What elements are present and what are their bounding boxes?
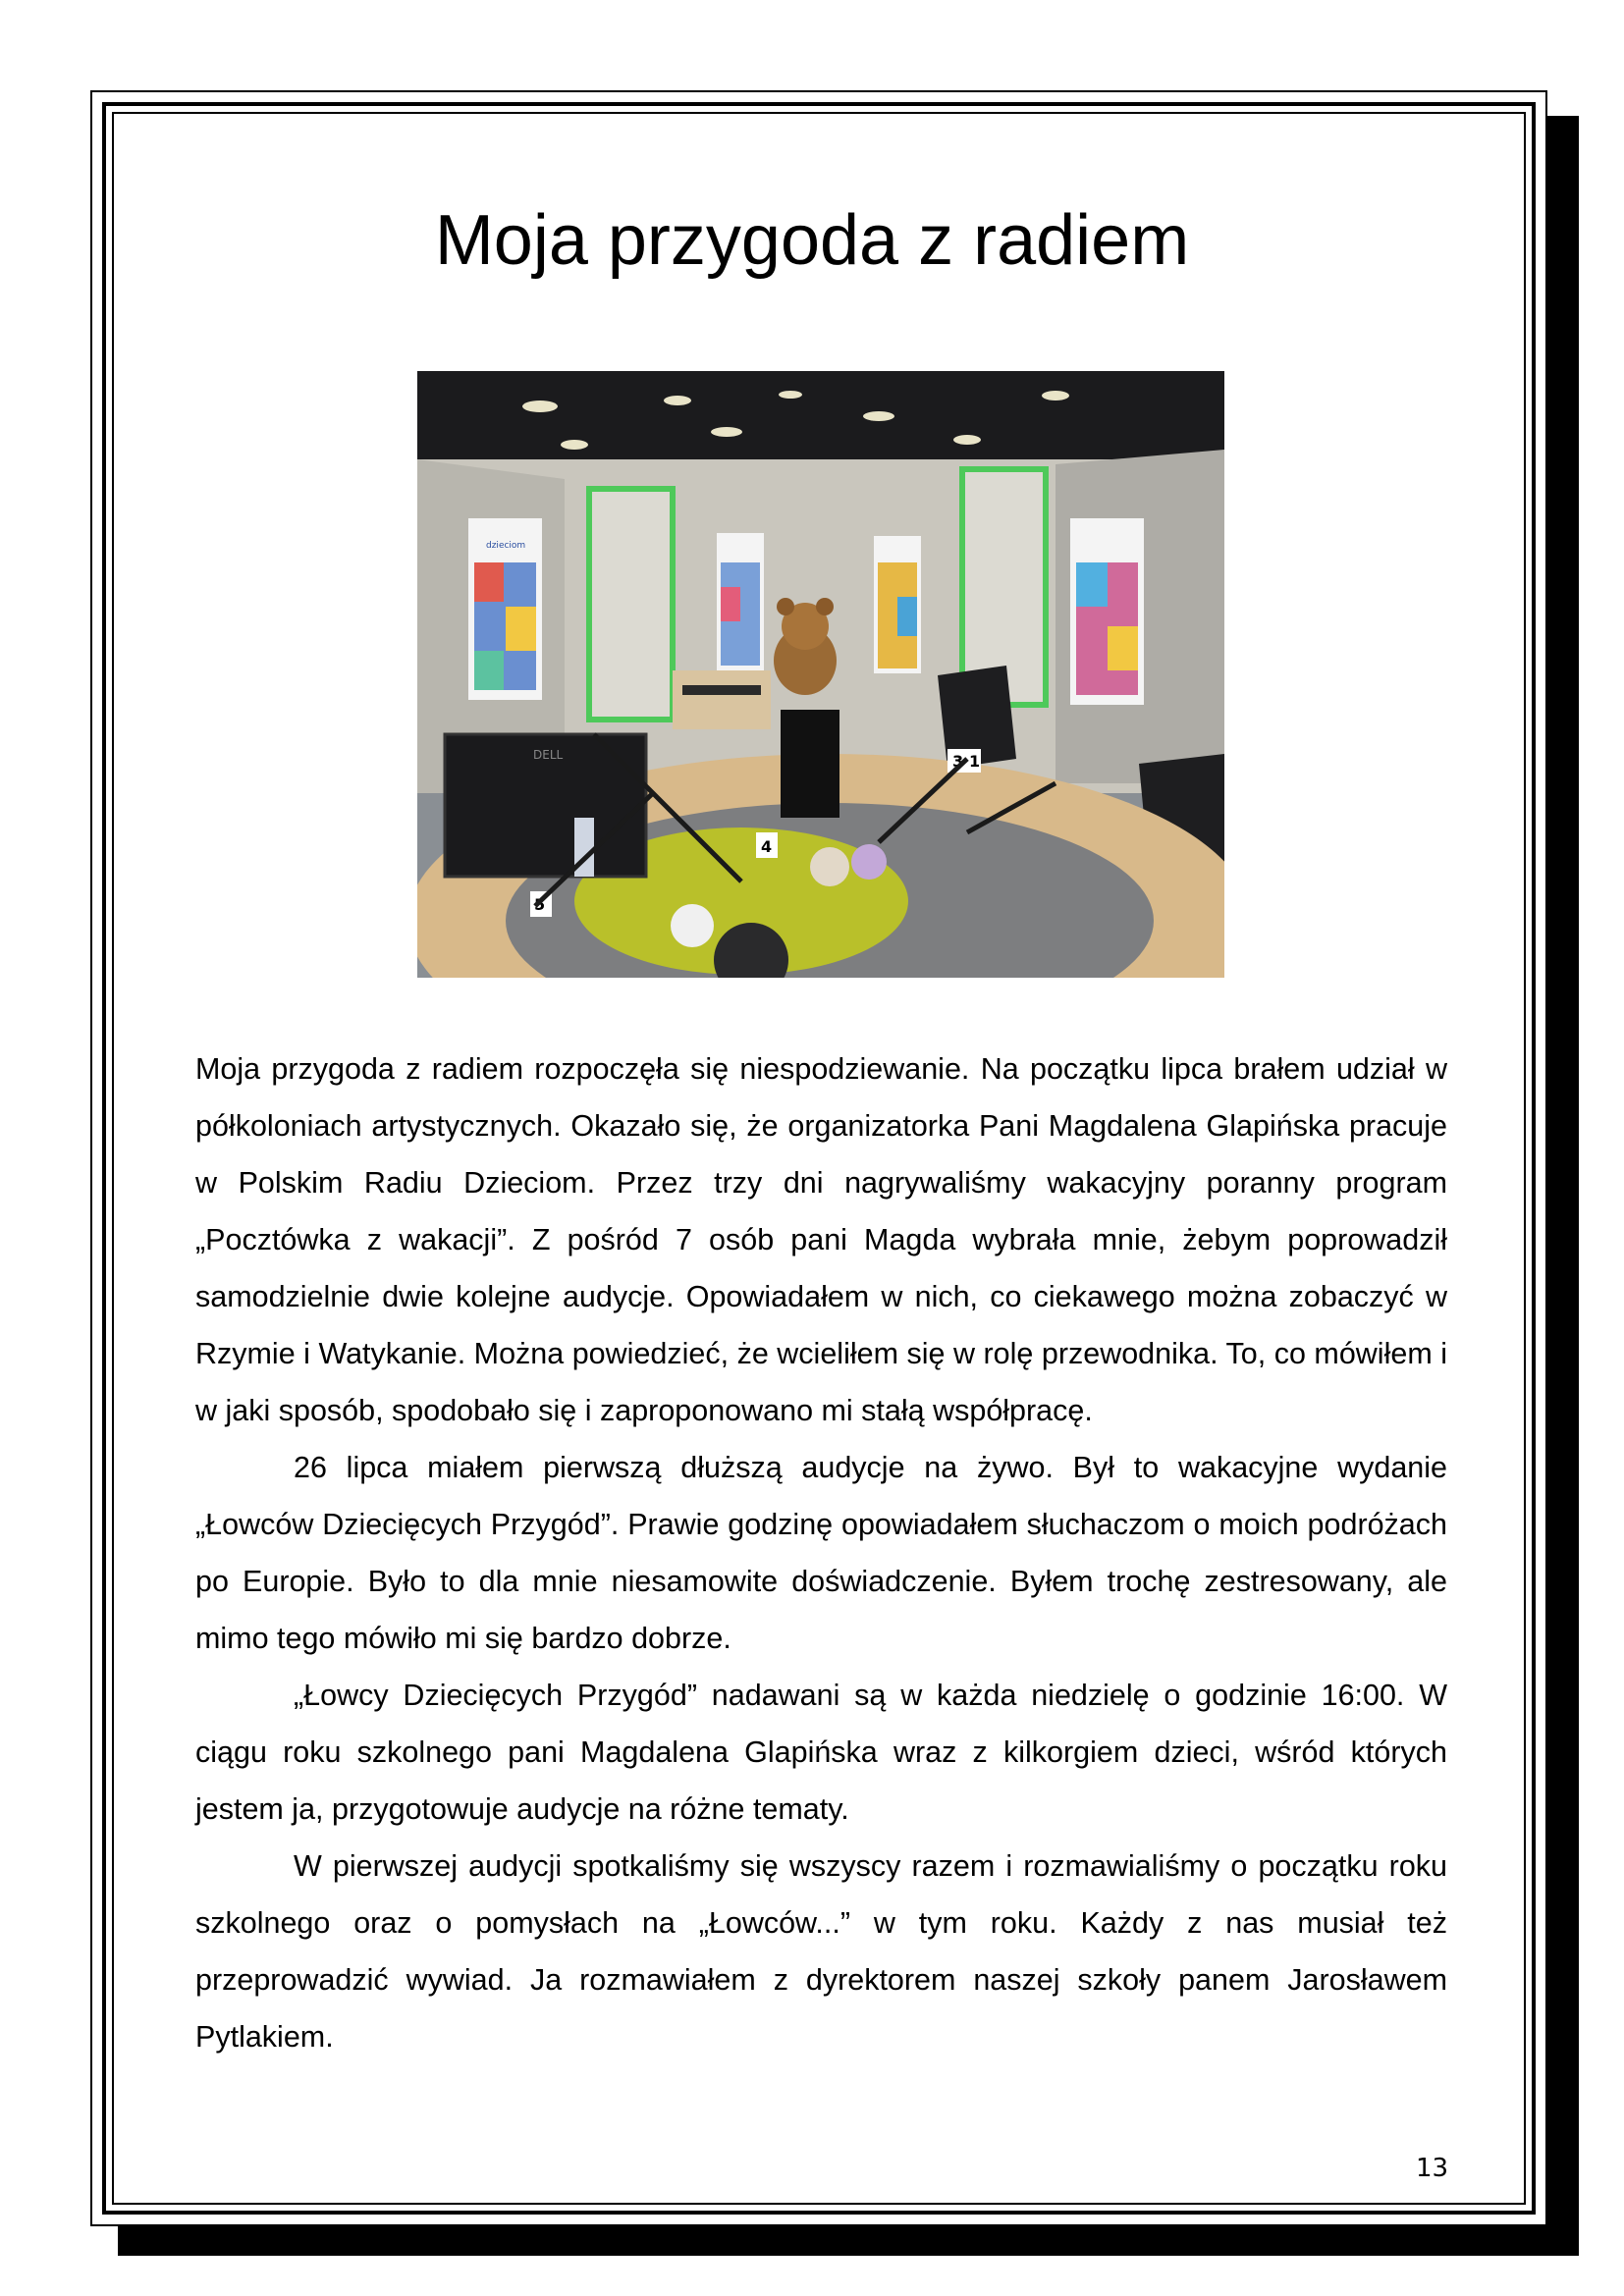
mic-flag-3: 3: [952, 752, 964, 771]
article-body: [195, 1041, 1447, 2065]
paragraph-2: 26 lipca miałem pierwszą dłuższą audycje na żywo. Był to wakacyjne wydanie „Łowców Dziecięcych Przygód”. Prawie godzinę opowiadałem słuchaczom o moich podróżach po Europie. Było to dla mnie niesamowite doświadczenie. Byłem trochę zestresowany, ale mimo tego mówiło mi się bardzo dobrze.: [195, 1451, 1447, 1655]
page-number: 13: [1416, 2154, 1449, 2183]
paragraph-4: W pierwszej audycji spotkaliśmy się wszyscy razem i rozmawialiśmy o początku roku szkolnego oraz o pomysłach na „Łowców...” w tym roku. Każdy z nas musiał też przeprowadzić wywiad. Ja rozmawiałem z dyrektorem naszej szkoły panem Jarosławem Pytlakiem.: [195, 1849, 1447, 2054]
radio-studio-photo: [417, 371, 1224, 978]
mic-flag-1: 1: [969, 752, 981, 771]
page-title: Moja przygoda z radiem: [434, 201, 1190, 280]
poster-label: dzieciom: [486, 541, 526, 551]
mic-flag-5: 5: [534, 895, 546, 914]
mic-flag-4: 4: [761, 837, 773, 856]
paragraph-1: Moja przygoda z radiem rozpoczęła się niespodziewanie. Na początku lipca brałem udział w półkoloniach artystycznych. Okazało się, że organizatorka Pani Magdalena Glapińska pracuje w Polskim Radiu Dzieciom. Przez trzy dni nagrywaliśmy wakacyjny poranny program „Pocztówka z wakacji”. Z pośród 7 osób pani Magda wybrała mnie, żebym poprowadził samodzielnie dwie kolejne audycje. Opowiadałem w nich, co ciekawego można zobaczyć w Rzymie i Watykanie. Można powiedzieć, że wcieliłem się w rolę przewodnika. To, co mówiłem i w jaki sposób, spodobało się i zaproponowano mi stałą współpracę.: [195, 1052, 1447, 1427]
paragraph-3: „Łowcy Dziecięcych Przygód” nadawani są w każda niedzielę o godzinie 16:00. W ciągu roku szkolnego pani Magdalena Glapińska wraz z kilkorgiem dzieci, wśród których jestem ja, przygotowuje audycje na różne tematy.: [195, 1679, 1447, 1826]
monitor-brand: DELL: [533, 748, 564, 762]
